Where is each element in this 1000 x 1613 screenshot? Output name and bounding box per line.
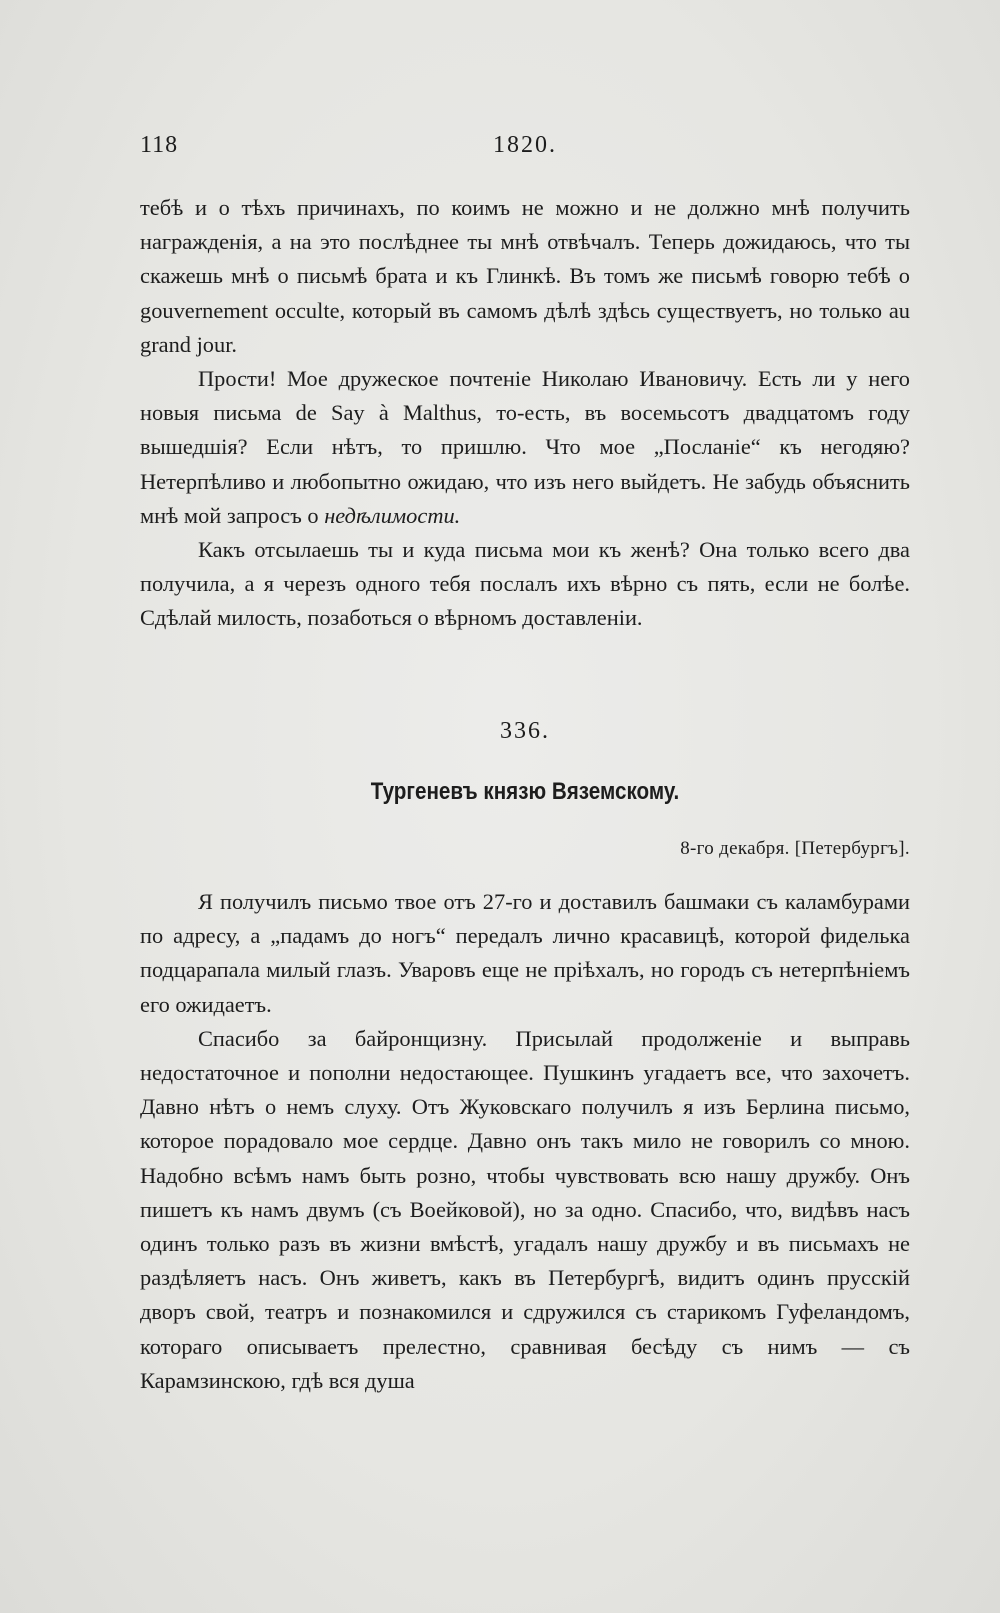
letter-body [140,885,910,1398]
running-title: 1820. [493,132,557,158]
paragraph: тебѣ и о тѣхъ причинахъ, по коимъ не можно и не должно мнѣ получить награжденія, а на это послѣднее ты мнѣ отвѣчалъ. Теперь дожидаюсь, что ты скажешь мнѣ о письмѣ брата и къ Глинкѣ. Въ томъ же письмѣ говорю тебѣ о gouvernement occulte, который въ самомъ дѣлѣ здѣсь существуетъ, но только au grand jour. [140,195,910,357]
paragraph [140,362,910,533]
letter-continuation [140,191,910,636]
letter-title: Тургеневъ князю Вяземскому. [370,778,680,805]
page-header [140,132,910,172]
paragraph: Спасибо за байронщизну. Присылай продолженіе и выправь недостаточное и пополни недостающее. Пушкинъ угадаетъ все, что захочетъ. Давно нѣтъ о немъ слуху. Отъ Жуковскаго получилъ я изъ Берлина письмо, которое порадовало мое сердце. Давно онъ такъ мило не говорилъ со мною. Надобно всѣмъ намъ быть розно, чтобы чувствовать всю нашу дружбу. Онъ пишетъ къ намъ двумъ (съ Воейковой), но за одно. Спасибо, что, видѣвъ насъ одинъ только разъ въ жизни вмѣстѣ, угадалъ нашу дружбу и въ письмахъ не раздѣляетъ насъ. Онъ живетъ, какъ въ Петербургѣ, видитъ одинъ прусскій дворъ свой, театръ и познакомился и сдружился съ старикомъ Гуфеландомъ, котораго описываетъ прелестно, сравнивая бесѣду съ нимъ — съ Карамзинскою, гдѣ вся душа [140,1025,910,1393]
paragraph: Какъ отсылаешь ты и куда письма мои къ женѣ? Она только всего два получила, а я черезъ одного тебя послалъ ихъ вѣрно съ пять, если не болѣе. Сдѣлай милость, позаботься о вѣрномъ доставленіи. [140,537,910,631]
paragraph-text: Прости! Мое дружеское почтеніе Николаю Ивановичу. Есть ли у него новыя письма de Say à Malthus, то-есть, въ восемьсотъ двадцатомъ году вышедшія? Если нѣтъ, то пришлю. Что мое „Посланіе“ къ негодяю? Нетерпѣливо и любопытно ожидаю, что изъ него выйдетъ. Не забудь объяснить мнѣ мой запросъ о [140,366,910,528]
paragraph: Я получилъ письмо твое отъ 27-го и доставилъ башмаки съ каламбурами по адресу, а „падамъ до ногъ“ передалъ лично красавицѣ, которой фиделька подцарапала милый глазъ. Уваровъ еще не пріѣхалъ, но городъ съ нетерпѣніемъ его ожидаетъ. [140,889,910,1017]
emphasized-word: недѣлимости. [324,502,461,528]
letter-number: 336. [500,718,550,744]
page-number: 118 [140,132,179,158]
letter-date: 8-го декабря. [Петербургъ]. [680,838,910,859]
